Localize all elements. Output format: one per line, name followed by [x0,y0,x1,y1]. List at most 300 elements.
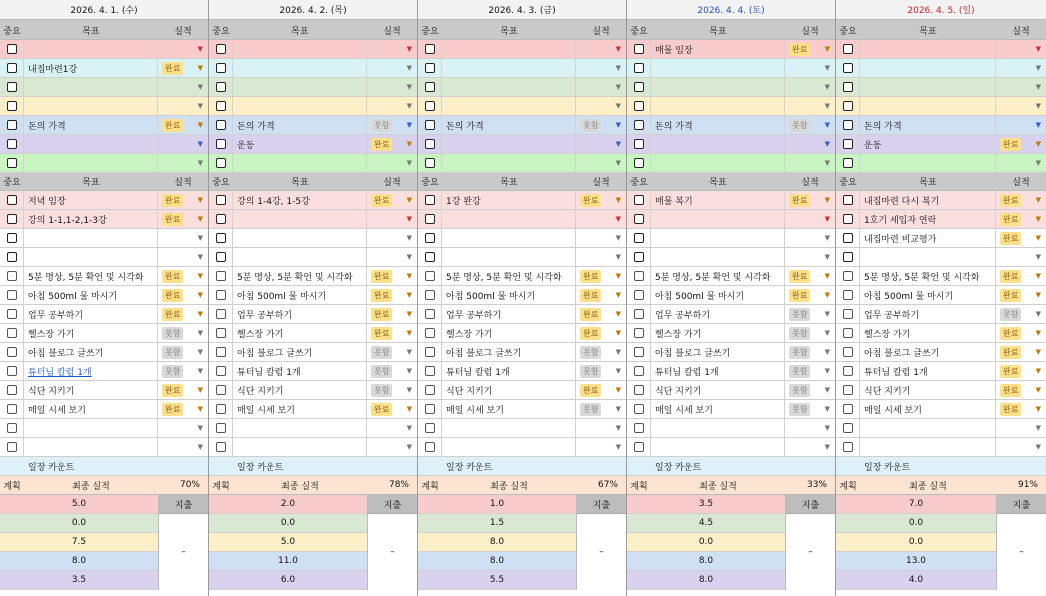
result-dropdown[interactable] [158,59,208,77]
importance-cell[interactable] [627,116,651,134]
checkbox-icon[interactable] [7,271,17,281]
importance-cell[interactable] [0,191,24,209]
importance-cell[interactable] [836,154,860,172]
goal-cell[interactable] [860,40,996,58]
goal-cell[interactable] [233,248,367,266]
checkbox-icon[interactable] [7,328,17,338]
checkbox-icon[interactable] [425,101,435,111]
checkbox-icon[interactable] [7,214,17,224]
goal-cell[interactable] [860,78,996,96]
dropdown-arrow-icon[interactable]: ▼ [615,271,621,280]
checkbox-icon[interactable] [634,366,644,376]
checkbox-icon[interactable] [425,214,435,224]
goal-cell[interactable] [651,400,785,418]
goal-cell[interactable] [651,286,785,304]
result-dropdown[interactable] [576,78,626,96]
checkbox-icon[interactable] [216,366,226,376]
result-dropdown[interactable] [996,343,1046,361]
checkbox-icon[interactable] [425,404,435,414]
importance-cell[interactable] [0,305,24,323]
result-dropdown[interactable] [367,248,417,266]
importance-cell[interactable] [627,419,651,437]
checkbox-icon[interactable] [216,385,226,395]
result-dropdown[interactable] [158,381,208,399]
result-dropdown[interactable] [158,286,208,304]
checkbox-icon[interactable] [7,101,17,111]
checkbox-icon[interactable] [216,139,226,149]
checkbox-icon[interactable] [216,158,226,168]
checkbox-icon[interactable] [634,63,644,73]
goal-cell[interactable] [24,286,158,304]
submit-button[interactable]: 지출 [159,495,208,514]
importance-cell[interactable] [0,229,24,247]
dropdown-arrow-icon[interactable]: ▼ [406,271,412,280]
result-dropdown[interactable] [996,286,1046,304]
dropdown-arrow-icon[interactable]: ▼ [824,158,830,167]
result-dropdown[interactable] [576,59,626,77]
checkbox-icon[interactable] [7,385,17,395]
dropdown-arrow-icon[interactable]: ▼ [1035,252,1041,261]
importance-cell[interactable] [418,229,442,247]
goal-cell[interactable] [442,248,576,266]
dropdown-arrow-icon[interactable]: ▼ [1035,404,1041,413]
importance-cell[interactable] [418,400,442,418]
dropdown-arrow-icon[interactable]: ▼ [824,252,830,261]
goal-cell[interactable] [442,324,576,342]
importance-cell[interactable] [836,286,860,304]
submit-button[interactable]: 지출 [997,495,1046,514]
importance-cell[interactable] [627,78,651,96]
result-dropdown[interactable] [996,59,1046,77]
checkbox-icon[interactable] [425,347,435,357]
dropdown-arrow-icon[interactable]: ▼ [1035,347,1041,356]
checkbox-icon[interactable] [843,271,853,281]
goal-cell[interactable] [860,400,996,418]
importance-cell[interactable] [418,438,442,456]
dropdown-arrow-icon[interactable]: ▼ [615,63,621,72]
dropdown-arrow-icon[interactable]: ▼ [1035,366,1041,375]
dropdown-arrow-icon[interactable]: ▼ [197,290,203,299]
goal-cell[interactable] [442,97,576,115]
dropdown-arrow-icon[interactable]: ▼ [824,44,830,53]
importance-cell[interactable] [209,362,233,380]
goal-cell[interactable] [651,154,785,172]
result-dropdown[interactable] [158,438,208,456]
checkbox-icon[interactable] [425,44,435,54]
dropdown-arrow-icon[interactable]: ▼ [615,214,621,223]
dropdown-arrow-icon[interactable]: ▼ [824,139,830,148]
checkbox-icon[interactable] [7,158,17,168]
dropdown-arrow-icon[interactable]: ▼ [197,158,203,167]
importance-cell[interactable] [418,324,442,342]
dropdown-arrow-icon[interactable]: ▼ [1035,158,1041,167]
dropdown-arrow-icon[interactable]: ▼ [406,309,412,318]
result-dropdown[interactable] [158,248,208,266]
checkbox-icon[interactable] [843,233,853,243]
goal-cell[interactable] [24,248,158,266]
checkbox-icon[interactable] [425,252,435,262]
result-dropdown[interactable] [576,154,626,172]
dropdown-arrow-icon[interactable]: ▼ [406,120,412,129]
importance-cell[interactable] [0,419,24,437]
checkbox-icon[interactable] [7,404,17,414]
goal-cell[interactable] [24,438,158,456]
checkbox-icon[interactable] [843,423,853,433]
goal-cell[interactable] [233,116,367,134]
checkbox-icon[interactable] [843,101,853,111]
goal-cell[interactable] [860,362,996,380]
importance-cell[interactable] [418,362,442,380]
importance-cell[interactable] [0,362,24,380]
checkbox-icon[interactable] [425,366,435,376]
result-dropdown[interactable] [996,362,1046,380]
goal-cell[interactable] [24,305,158,323]
dropdown-arrow-icon[interactable]: ▼ [824,233,830,242]
checkbox-icon[interactable] [216,271,226,281]
result-dropdown[interactable] [785,343,835,361]
result-dropdown[interactable] [785,305,835,323]
goal-cell[interactable] [24,400,158,418]
goal-cell[interactable] [442,267,576,285]
goal-cell[interactable] [442,419,576,437]
result-dropdown[interactable] [996,324,1046,342]
importance-cell[interactable] [836,381,860,399]
checkbox-icon[interactable] [843,309,853,319]
result-dropdown[interactable] [576,286,626,304]
goal-cell[interactable] [233,40,367,58]
goal-cell[interactable] [24,154,158,172]
importance-cell[interactable] [0,400,24,418]
dropdown-arrow-icon[interactable]: ▼ [197,271,203,280]
checkbox-icon[interactable] [425,139,435,149]
dropdown-arrow-icon[interactable]: ▼ [406,63,412,72]
importance-cell[interactable] [209,381,233,399]
checkbox-icon[interactable] [634,252,644,262]
checkbox-icon[interactable] [216,63,226,73]
result-dropdown[interactable] [158,229,208,247]
checkbox-icon[interactable] [7,233,17,243]
importance-cell[interactable] [836,97,860,115]
result-dropdown[interactable] [785,116,835,134]
dropdown-arrow-icon[interactable]: ▼ [1035,214,1041,223]
checkbox-icon[interactable] [216,290,226,300]
importance-cell[interactable] [209,135,233,153]
result-dropdown[interactable] [785,400,835,418]
dropdown-arrow-icon[interactable]: ▼ [1035,120,1041,129]
importance-cell[interactable] [209,248,233,266]
result-dropdown[interactable] [785,324,835,342]
checkbox-icon[interactable] [843,442,853,452]
result-dropdown[interactable] [367,362,417,380]
goal-cell[interactable] [651,343,785,361]
result-dropdown[interactable] [367,400,417,418]
goal-cell[interactable] [24,135,158,153]
dropdown-arrow-icon[interactable]: ▼ [406,385,412,394]
goal-cell[interactable] [442,286,576,304]
goal-cell[interactable] [233,419,367,437]
result-dropdown[interactable] [996,419,1046,437]
result-dropdown[interactable] [367,438,417,456]
checkbox-icon[interactable] [634,195,644,205]
checkbox-icon[interactable] [634,139,644,149]
importance-cell[interactable] [0,267,24,285]
importance-cell[interactable] [0,59,24,77]
dropdown-arrow-icon[interactable]: ▼ [1035,328,1041,337]
checkbox-icon[interactable] [216,233,226,243]
result-dropdown[interactable] [158,419,208,437]
result-dropdown[interactable] [996,191,1046,209]
goal-cell[interactable] [442,40,576,58]
goal-cell[interactable] [24,116,158,134]
importance-cell[interactable] [627,381,651,399]
result-dropdown[interactable] [367,59,417,77]
goal-cell[interactable] [860,248,996,266]
goal-text[interactable]: 튜터님 칼럼 1개 [28,367,92,378]
goal-cell[interactable] [651,381,785,399]
checkbox-icon[interactable] [634,82,644,92]
result-dropdown[interactable] [367,135,417,153]
dropdown-arrow-icon[interactable]: ▼ [197,82,203,91]
checkbox-icon[interactable] [216,347,226,357]
dropdown-arrow-icon[interactable]: ▼ [615,158,621,167]
result-dropdown[interactable] [367,286,417,304]
goal-cell[interactable] [651,229,785,247]
dropdown-arrow-icon[interactable]: ▼ [197,214,203,223]
goal-cell[interactable] [24,210,158,228]
importance-cell[interactable] [209,305,233,323]
dropdown-arrow-icon[interactable]: ▼ [824,385,830,394]
goal-cell[interactable] [860,381,996,399]
checkbox-icon[interactable] [634,328,644,338]
result-dropdown[interactable] [158,267,208,285]
checkbox-icon[interactable] [216,44,226,54]
checkbox-icon[interactable] [425,328,435,338]
goal-cell[interactable] [24,191,158,209]
importance-cell[interactable] [418,116,442,134]
result-dropdown[interactable] [367,324,417,342]
result-dropdown[interactable] [158,97,208,115]
dropdown-arrow-icon[interactable]: ▼ [824,214,830,223]
dropdown-arrow-icon[interactable]: ▼ [615,82,621,91]
dropdown-arrow-icon[interactable]: ▼ [197,233,203,242]
goal-cell[interactable] [24,381,158,399]
dropdown-arrow-icon[interactable]: ▼ [1035,139,1041,148]
importance-cell[interactable] [418,343,442,361]
result-dropdown[interactable] [785,229,835,247]
dropdown-arrow-icon[interactable]: ▼ [615,101,621,110]
result-dropdown[interactable] [158,40,208,58]
goal-cell[interactable] [24,78,158,96]
result-dropdown[interactable] [785,59,835,77]
importance-cell[interactable] [836,343,860,361]
goal-cell[interactable] [24,343,158,361]
importance-cell[interactable] [627,286,651,304]
importance-cell[interactable] [627,362,651,380]
dropdown-arrow-icon[interactable]: ▼ [197,63,203,72]
importance-cell[interactable] [836,305,860,323]
checkbox-icon[interactable] [7,347,17,357]
dropdown-arrow-icon[interactable]: ▼ [406,139,412,148]
checkbox-icon[interactable] [634,404,644,414]
dropdown-arrow-icon[interactable]: ▼ [406,82,412,91]
dropdown-arrow-icon[interactable]: ▼ [615,423,621,432]
goal-cell[interactable] [860,419,996,437]
dropdown-arrow-icon[interactable]: ▼ [824,328,830,337]
dropdown-arrow-icon[interactable]: ▼ [615,252,621,261]
importance-cell[interactable] [0,135,24,153]
goal-cell[interactable] [233,191,367,209]
dropdown-arrow-icon[interactable]: ▼ [824,309,830,318]
goal-cell[interactable] [442,381,576,399]
result-dropdown[interactable] [367,381,417,399]
goal-cell[interactable] [651,438,785,456]
dropdown-arrow-icon[interactable]: ▼ [1035,63,1041,72]
goal-cell[interactable] [24,324,158,342]
importance-cell[interactable] [836,229,860,247]
result-dropdown[interactable] [158,210,208,228]
checkbox-icon[interactable] [7,82,17,92]
importance-cell[interactable] [0,286,24,304]
dropdown-arrow-icon[interactable]: ▼ [1035,385,1041,394]
dropdown-arrow-icon[interactable]: ▼ [615,195,621,204]
goal-cell[interactable] [651,324,785,342]
dropdown-arrow-icon[interactable]: ▼ [824,442,830,451]
result-dropdown[interactable] [158,343,208,361]
importance-cell[interactable] [418,248,442,266]
importance-cell[interactable] [836,400,860,418]
goal-cell[interactable] [233,305,367,323]
goal-cell[interactable] [24,40,158,58]
goal-cell[interactable] [233,229,367,247]
dropdown-arrow-icon[interactable]: ▼ [1035,423,1041,432]
importance-cell[interactable] [627,210,651,228]
importance-cell[interactable] [0,381,24,399]
checkbox-icon[interactable] [425,120,435,130]
result-dropdown[interactable] [158,191,208,209]
importance-cell[interactable] [627,343,651,361]
importance-cell[interactable] [836,40,860,58]
goal-cell[interactable] [442,210,576,228]
goal-cell[interactable] [24,267,158,285]
importance-cell[interactable] [0,248,24,266]
checkbox-icon[interactable] [843,214,853,224]
dropdown-arrow-icon[interactable]: ▼ [824,271,830,280]
importance-cell[interactable] [627,191,651,209]
result-dropdown[interactable] [785,135,835,153]
importance-cell[interactable] [418,40,442,58]
result-dropdown[interactable] [785,154,835,172]
result-dropdown[interactable] [576,116,626,134]
dropdown-arrow-icon[interactable]: ▼ [197,101,203,110]
result-dropdown[interactable] [996,305,1046,323]
checkbox-icon[interactable] [425,309,435,319]
importance-cell[interactable] [0,78,24,96]
goal-cell[interactable] [860,135,996,153]
goal-cell[interactable] [442,343,576,361]
dropdown-arrow-icon[interactable]: ▼ [615,233,621,242]
dropdown-arrow-icon[interactable]: ▼ [615,328,621,337]
result-dropdown[interactable] [576,419,626,437]
result-dropdown[interactable] [996,267,1046,285]
dropdown-arrow-icon[interactable]: ▼ [1035,233,1041,242]
goal-cell[interactable] [233,97,367,115]
dropdown-arrow-icon[interactable]: ▼ [197,347,203,356]
checkbox-icon[interactable] [425,195,435,205]
result-dropdown[interactable] [576,40,626,58]
checkbox-icon[interactable] [634,385,644,395]
checkbox-icon[interactable] [216,120,226,130]
checkbox-icon[interactable] [843,44,853,54]
importance-cell[interactable] [0,343,24,361]
result-dropdown[interactable] [576,362,626,380]
checkbox-icon[interactable] [425,158,435,168]
dropdown-arrow-icon[interactable]: ▼ [406,347,412,356]
goal-cell[interactable] [651,97,785,115]
importance-cell[interactable] [836,324,860,342]
goal-cell[interactable] [651,135,785,153]
importance-cell[interactable] [627,267,651,285]
goal-cell[interactable] [233,59,367,77]
result-dropdown[interactable] [576,343,626,361]
goal-cell[interactable] [651,116,785,134]
importance-cell[interactable] [627,248,651,266]
result-dropdown[interactable] [576,381,626,399]
checkbox-icon[interactable] [634,120,644,130]
checkbox-icon[interactable] [843,252,853,262]
dropdown-arrow-icon[interactable]: ▼ [615,385,621,394]
dropdown-arrow-icon[interactable]: ▼ [824,120,830,129]
importance-cell[interactable] [418,59,442,77]
goal-cell[interactable] [860,210,996,228]
checkbox-icon[interactable] [843,347,853,357]
checkbox-icon[interactable] [7,423,17,433]
checkbox-icon[interactable] [634,101,644,111]
checkbox-icon[interactable] [425,290,435,300]
dropdown-arrow-icon[interactable]: ▼ [406,214,412,223]
result-dropdown[interactable] [785,419,835,437]
dropdown-arrow-icon[interactable]: ▼ [1035,442,1041,451]
result-dropdown[interactable] [785,438,835,456]
goal-cell[interactable] [233,400,367,418]
result-dropdown[interactable] [996,135,1046,153]
checkbox-icon[interactable] [425,233,435,243]
importance-cell[interactable] [0,438,24,456]
result-dropdown[interactable] [367,78,417,96]
result-dropdown[interactable] [996,116,1046,134]
result-dropdown[interactable] [996,229,1046,247]
importance-cell[interactable] [836,419,860,437]
result-dropdown[interactable] [576,305,626,323]
goal-cell[interactable] [442,305,576,323]
importance-cell[interactable] [418,286,442,304]
goal-cell[interactable] [651,305,785,323]
checkbox-icon[interactable] [7,252,17,262]
checkbox-icon[interactable] [843,82,853,92]
goal-cell[interactable] [860,305,996,323]
result-dropdown[interactable] [158,400,208,418]
importance-cell[interactable] [0,116,24,134]
result-dropdown[interactable] [158,78,208,96]
dropdown-arrow-icon[interactable]: ▼ [615,139,621,148]
result-dropdown[interactable] [367,191,417,209]
dropdown-arrow-icon[interactable]: ▼ [824,290,830,299]
checkbox-icon[interactable] [843,385,853,395]
importance-cell[interactable] [627,40,651,58]
importance-cell[interactable] [836,248,860,266]
submit-button[interactable]: 지출 [786,495,835,514]
result-dropdown[interactable] [367,210,417,228]
goal-cell[interactable] [442,400,576,418]
